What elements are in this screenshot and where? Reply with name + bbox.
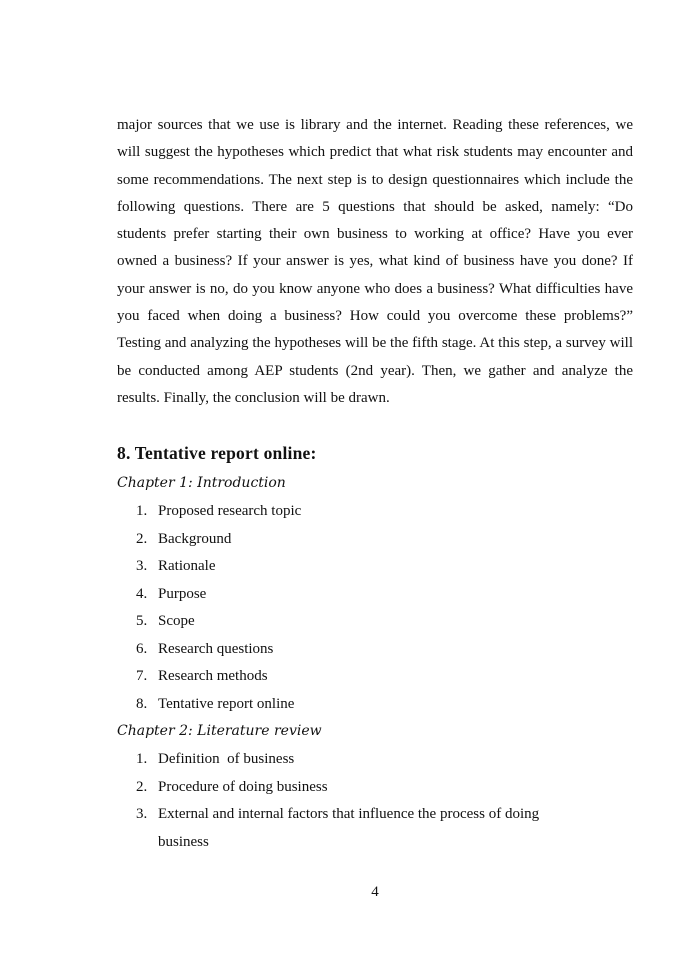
body-paragraph: major sources that we use is library and the internet. Reading these references, we will suggest the hypotheses which predict that what risk students may encounter and some recommendations. The next step is to design questionnaires which include the following questions. There are 5 questions that should be asked, namely: “Do students prefer starting their own business to working at office? Have you ever owned a business? If your answer is yes, what kind of business have you done? If your answer is no, do you know anyone who does a business? What difficulties have you faced when doing a business? How could you overcome these problems?” Testing and analyzing the hypotheses will be the fifth stage. At this step, a survey will be conducted among AEP students (2nd year). Then, we gather and analyze the results. Finally, the conclusion will be drawn.: [117, 117, 633, 406]
chapter-2-title: Chapter 2: Literature review: [117, 723, 322, 739]
list-item: 3. External and internal factors that influence the process of doing business: [136, 806, 540, 850]
list-item: 8. Tentative report online: [136, 695, 295, 712]
list-item: 4. Purpose: [136, 585, 207, 602]
chapter-1-title: Chapter 1: Introduction: [117, 475, 286, 491]
list-item: 1. Proposed research topic: [136, 503, 302, 519]
section-heading: 8. Tentative report online:: [117, 443, 317, 463]
page-number: 4: [371, 884, 379, 900]
chapter-1-list: [117, 498, 301, 718]
list-item: 7. Research methods: [136, 668, 268, 684]
list-item: 6. Research questions: [136, 640, 274, 657]
list-item: 1. Definition of business: [136, 751, 295, 767]
list-item: 2. Procedure of doing business: [136, 778, 328, 795]
chapter-2-list: [117, 746, 588, 856]
list-item: 5. Scope: [136, 613, 195, 629]
list-item: 2. Background: [136, 530, 232, 547]
list-item: 3. Rationale: [136, 558, 216, 574]
